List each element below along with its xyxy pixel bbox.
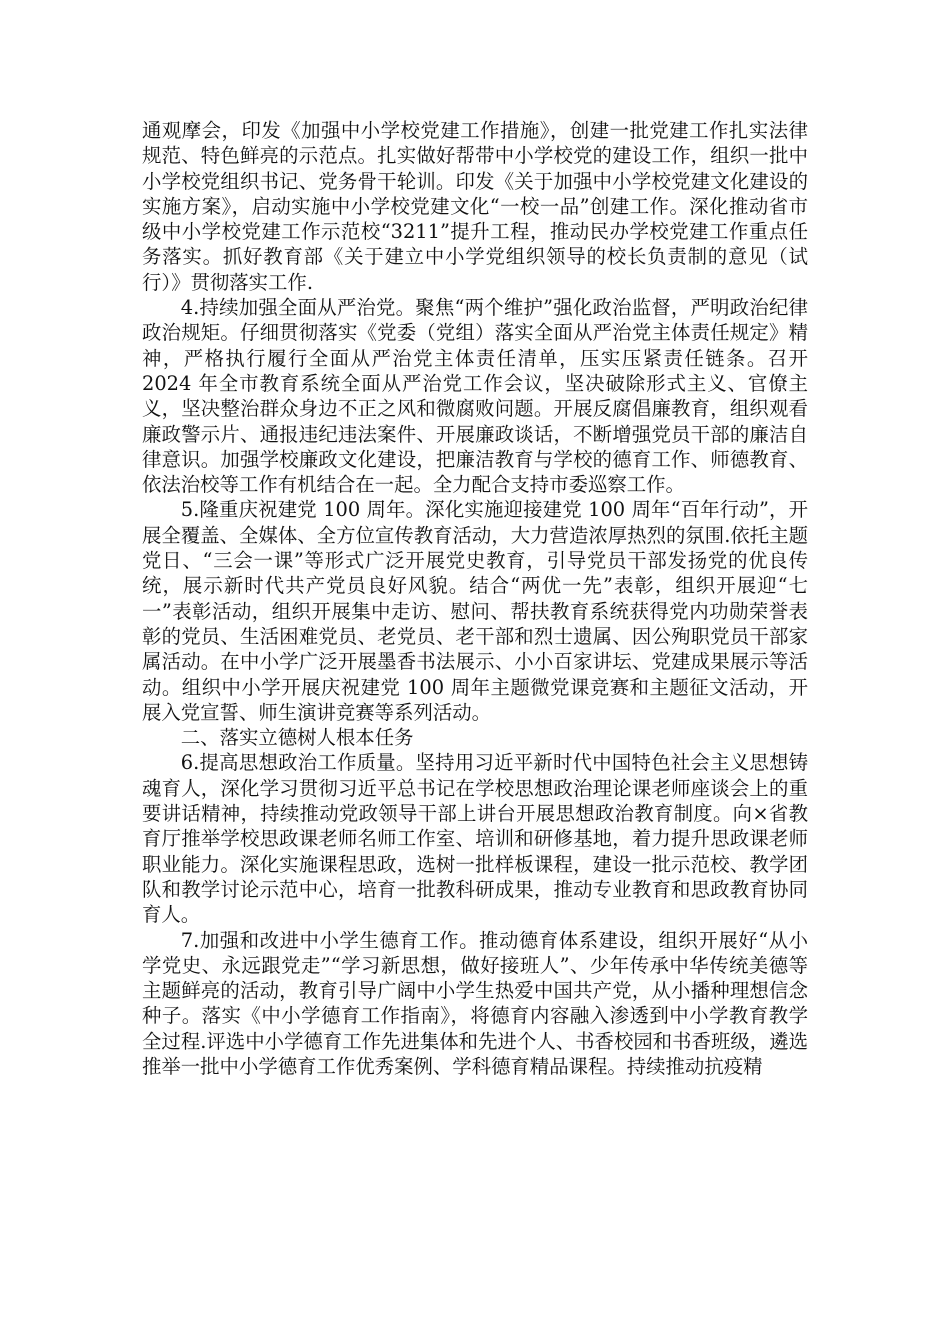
paragraph-item-7: 7.加强和改进中小学生德育工作。推动德育体系建设，组织开展好“从小学党史、永远跟党走”“学习新思想，做好接班人”、少年传承中华传统美德等主题鲜亮的活动，教育引导广阔中小学生热爱中国共产党，从小播种理想信念种子。落实《中小学德育工作指南》，将德育内容融入渗透到中小学教育教学全过程.评选中小学德育工作先进集体和先进个人、书香校园和书香班级，遴选推举一批中小学德育工作优秀案例、学科德育精品课程。持续推动抗疫精	[142, 928, 808, 1078]
document-page	[142, 118, 808, 1079]
paragraph-item-5: 5.隆重庆祝建党 100 周年。深化实施迎接建党 100 周年“百年行动”，开展全覆盖、全媒体、全方位宣传教育活动，大力营造浓厚热烈的氛围.依托主题党日、“三会一课”等形式广泛开展党史教育，引导党员干部发扬党的优良传统，展示新时代共产党员良好风貌。结合“两优一先”表彰，组织开展迎“七一”表彰活动，组织开展集中走访、慰问、帮扶教育系统获得党内功勋荣誉表彰的党员、生活困难党员、老党员、老干部和烈士遗属、因公殉职党员干部家属活动。在中小学广泛开展墨香书法展示、小小百家讲坛、党建成果展示等活动。组织中小学开展庆祝建党 100 周年主题微党课竞赛和主题征文活动，开展入党宣誓、师生演讲竞赛等系列活动。	[142, 498, 808, 724]
section-heading-2: 二、落实立德树人根本任务	[180, 726, 414, 750]
paragraph-item-6: 6.提高思想政治工作质量。坚持用习近平新时代中国特色社会主义思想铸魂育人，深化学习贯彻习近平总书记在学校思想政治理论课老师座谈会上的重要讲话精神，持续推动党政领导干部上讲台开展思想政治教育制度。向×省教育厅推举学校思政课老师名师工作室、培训和研修基地，着力提升思政课老师职业能力。深化实施课程思政，选树一批样板课程，建设一批示范校、教学团队和教学讨论示范中心，培育一批教科研成果，推动专业教育和思政教育协同育人。	[142, 751, 808, 927]
paragraph-continuation: 通观摩会，印发《加强中小学校党建工作措施》，创建一批党建工作扎实法律规范、特色鲜亮的示范点。扎实做好帮带中小学校党的建设工作，组织一批中小学校党组织书记、党务骨干轮训。印发《关于加强中小学校党建文化建设的实施方案》，启动实施中小学校党建文化“一校一品”创建工作。深化推动省市级中小学校党建工作示范校“3211”提升工程，推动民办学校党建工作重点任务落实。抓好教育部《关于建立中小学党组织领导的校长负责制的意见（试行）》贯彻落实工作.	[142, 119, 808, 294]
paragraph-item-4: 4.持续加强全面从严治党。聚焦“两个维护”强化政治监督，严明政治纪律政治规矩。仔细贯彻落实《党委（党组）落实全面从严治党主体责任规定》精神，严格执行履行全面从严治党主体责任清单，压实压紧责任链条。召开 2024 年全市教育系统全面从严治党工作会议，坚决破除形式主义、官僚主义，坚决整治群众身边不正之风和微腐败问题。开展反腐倡廉教育，组织观看廉政警示片、通报违纪违法案件、开展廉政谈话，不断增强党员干部的廉洁自律意识。加强学校廉政文化建设，把廉洁教育与学校的德育工作、师德教育、依法治校等工作有机结合在一起。全力配合支持市委巡察工作。	[142, 296, 808, 497]
